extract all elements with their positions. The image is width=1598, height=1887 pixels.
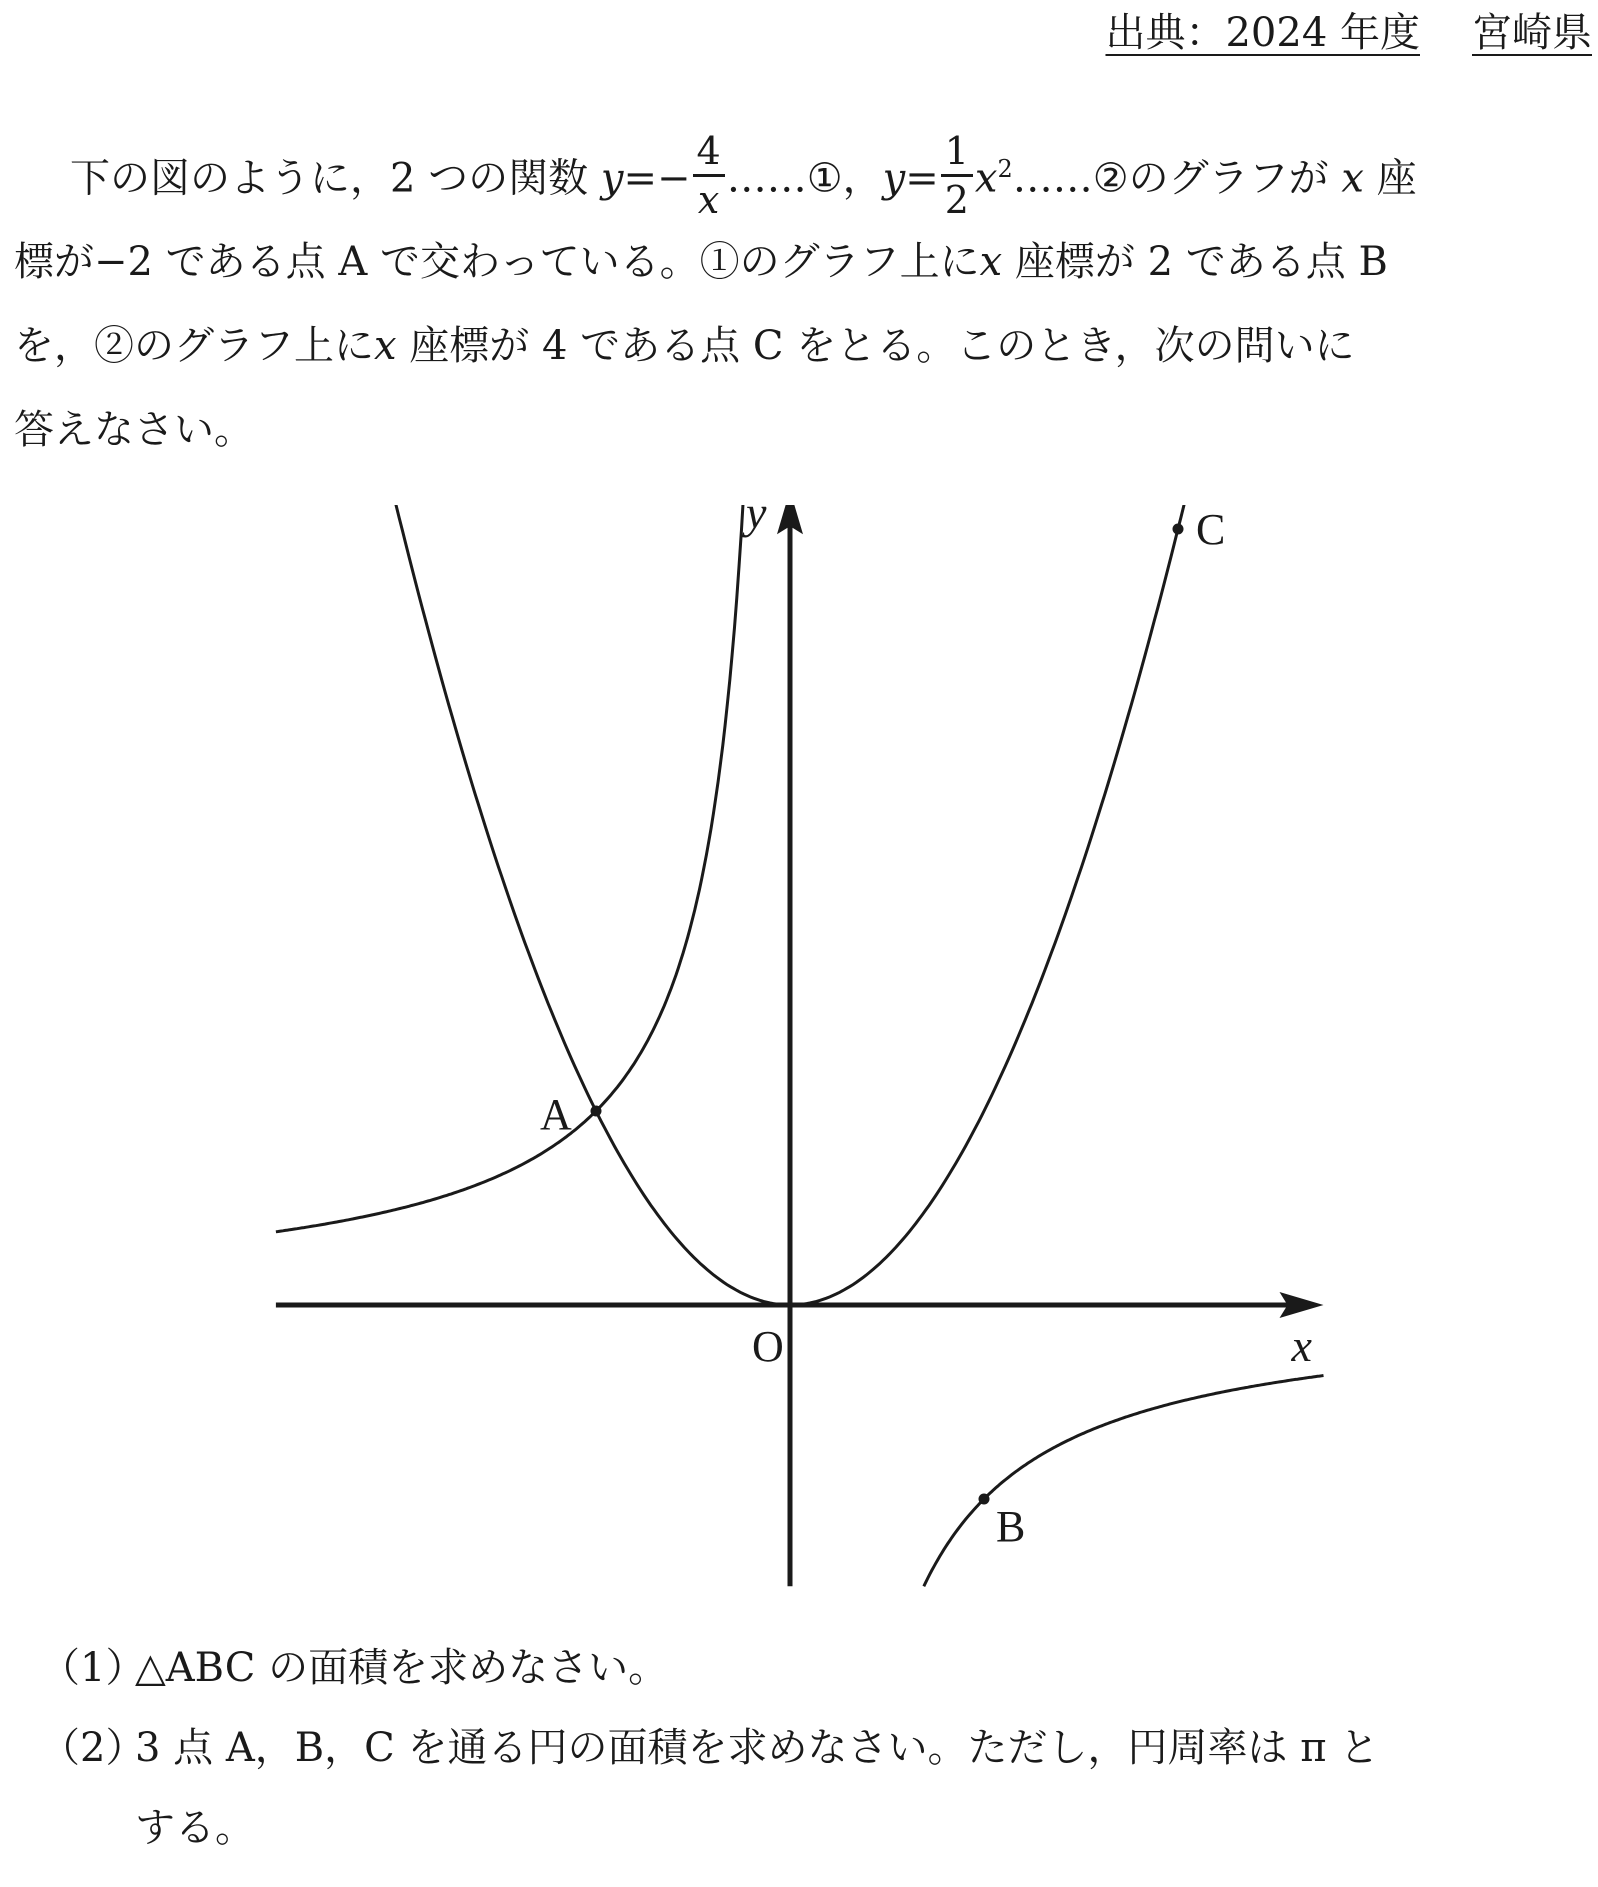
question-2 [40, 1708, 1590, 1788]
fraction-1-over-2 [941, 128, 973, 222]
minus-sign: − [657, 155, 691, 202]
point-c-label: C [1196, 505, 1226, 554]
question-2-continuation [40, 1788, 1590, 1868]
question-list [40, 1628, 1590, 1868]
question-1-number: （1） [40, 1645, 146, 1691]
point-a-label: A [540, 1090, 572, 1139]
equals-sign: = [623, 155, 658, 202]
hyperbola-left-branch [276, 505, 744, 1232]
question-1 [40, 1628, 1590, 1708]
problem-text: 座標が 2 である点 B [1014, 239, 1388, 285]
var-x: x [374, 323, 397, 369]
var-x: x [979, 239, 1003, 285]
point-b-dot [979, 1494, 990, 1505]
question-2-text-continued: する。 [135, 1805, 255, 1851]
var-y: y [882, 155, 906, 202]
problem-text: 座 [1376, 155, 1417, 202]
problem-text: 下の図のように，2 つの関数 [70, 155, 601, 202]
fraction-denominator: 2 [944, 177, 969, 222]
point-a-dot [591, 1106, 602, 1117]
point-c-dot [1173, 524, 1184, 535]
problem-line-1 [14, 118, 1592, 220]
problem-statement [14, 118, 1592, 472]
var-y: y [600, 155, 624, 202]
function-marker-1: ……①， [726, 155, 883, 202]
problem-line-4 [14, 388, 1592, 472]
problem-text: を，②のグラフ上に [14, 323, 374, 369]
fraction-numerator: 4 [693, 132, 725, 177]
y-axis-label: y [746, 505, 767, 539]
fraction-4-over-x [693, 128, 725, 222]
function-marker-2: ……②のグラフが [1012, 155, 1342, 202]
equals-sign: = [905, 155, 939, 202]
var-x: x [974, 155, 998, 202]
question-2-number: （2） [40, 1725, 146, 1771]
problem-line-2 [14, 220, 1592, 304]
problem-line-3 [14, 304, 1592, 388]
source-prefecture: 宮崎県 [1472, 10, 1592, 56]
point-b-label: B [996, 1502, 1026, 1551]
question-2-text: 3 点 A，B，C を通る円の面積を求めなさい。ただし，円周率は π と [135, 1725, 1380, 1771]
var-x: x [1341, 155, 1364, 202]
exponent: 2 [997, 155, 1013, 183]
hyperbola-right-branch [924, 1376, 1324, 1587]
problem-text: 座標が 4 である点 C をとる。このとき，次の問いに [409, 323, 1355, 369]
origin-label: O [752, 1322, 784, 1371]
fraction-denominator: x [697, 177, 720, 222]
problem-text: 答えなさい。 [14, 407, 254, 453]
graph-figure [250, 505, 1350, 1605]
fraction-numerator: 1 [941, 132, 973, 177]
question-1-text: △ABC の面積を求めなさい。 [135, 1645, 669, 1691]
x-axis-label: x [1291, 1320, 1312, 1371]
problem-text: 標が−2 である点 A で交わっている。①のグラフ上に [14, 239, 980, 285]
source-citation [1105, 8, 1592, 58]
source-label: 出典：2024 年度 [1105, 10, 1420, 56]
